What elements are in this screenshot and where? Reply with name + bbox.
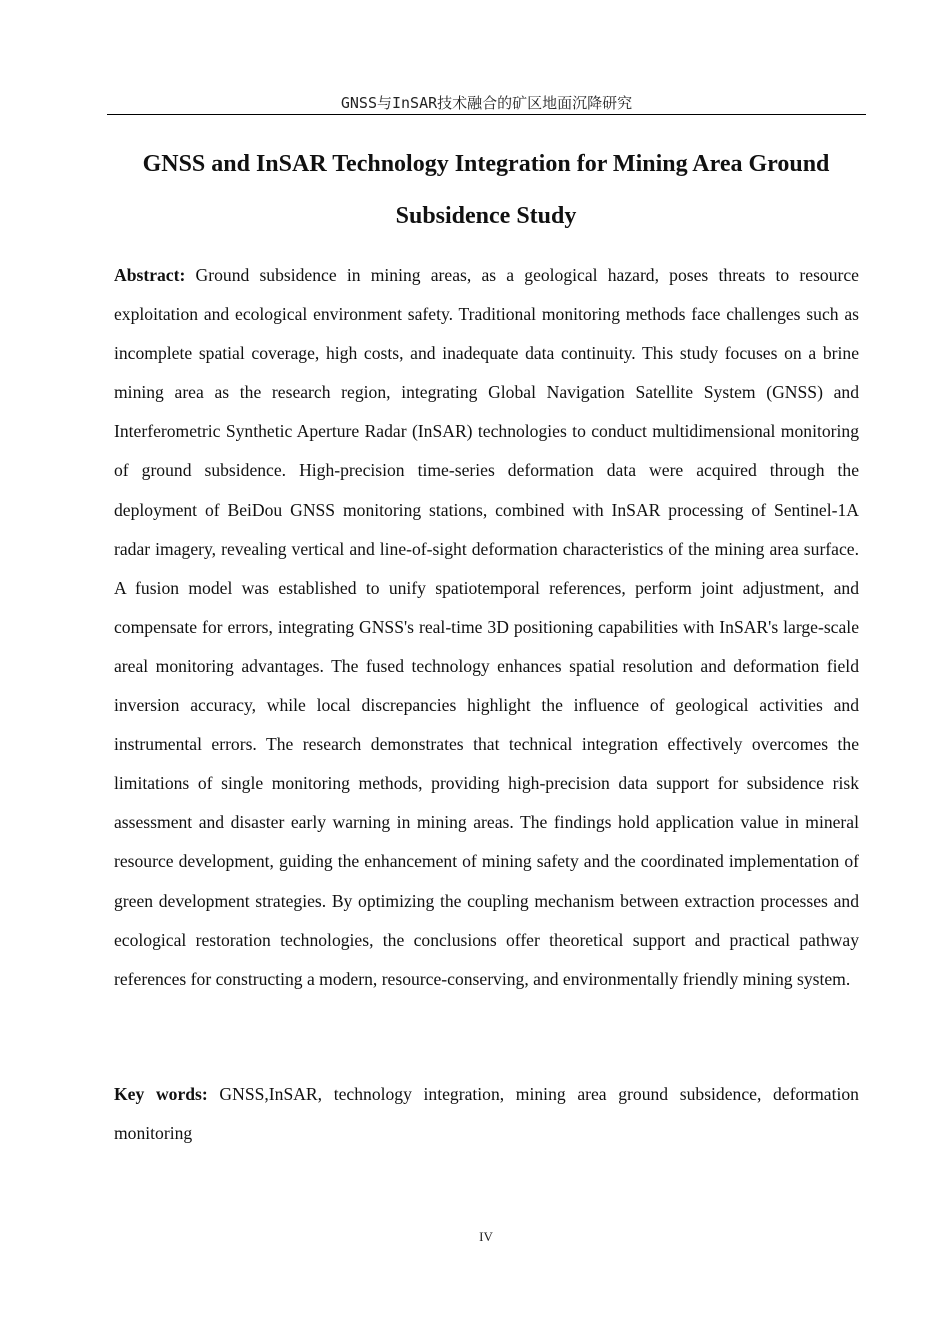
keywords-paragraph [114,1075,859,1153]
header-rule [107,114,866,115]
keywords-text: GNSS,InSAR, technology integration, mining area ground subsidence, deformation monitoring [114,1084,859,1144]
abstract-label: Abstract: [114,265,186,285]
page-number: IV [479,1229,493,1244]
running-header: GNSS与InSAR技术融合的矿区地面沉降研究 [340,94,633,112]
abstract-text: Ground subsidence in mining areas, as a geological hazard, poses threats to resource exploitation and ecological environment safety. Traditional monitoring methods face challenges such as incomplete spatial coverage, high costs, and inadequate data continuity. This study focuses on a brine mining area as the research region, integrating Global Navigation Satellite System (GNSS) and Interferometric Synthetic Aperture Radar (InSAR) technologies to conduct multidimensional monitoring of ground subsidence. High-precision time-series deformation data were acquired through the deployment of BeiDou GNSS monitoring stations, combined with InSAR processing of Sentinel-1A radar imagery, revealing vertical and line-of-sight deformation characteristics of the mining area surface. A fusion model was established to unify spatiotemporal references, perform joint adjustment, and compensate for errors, integrating GNSS's real-time 3D positioning capabilities with InSAR's large-scale areal monitoring advantages. The fused technology enhances spatial resolution and deformation field inversion accuracy, while local discrepancies highlight the influence of geological activities and instrumental errors. The research demonstrates that technical integration effectively overcomes the limitations of single monitoring methods, providing high-precision data support for subsidence risk assessment and disaster early warning in mining areas. The findings hold application value in mineral resource development, guiding the enhancement of mining safety and the coordinated implementation of green development strategies. By optimizing the coupling mechanism between extraction processes and ecological restoration technologies, the conclusions offer theoretical support and practical pathway references for constructing a modern, resource-conserving, and environmentally friendly mining system. [114,265,859,989]
keywords-label: Key words: [114,1084,208,1104]
abstract-paragraph [114,256,859,999]
document-title: GNSS and InSAR Technology Integration for Mining Area Ground Subsidence Study [142,151,830,229]
